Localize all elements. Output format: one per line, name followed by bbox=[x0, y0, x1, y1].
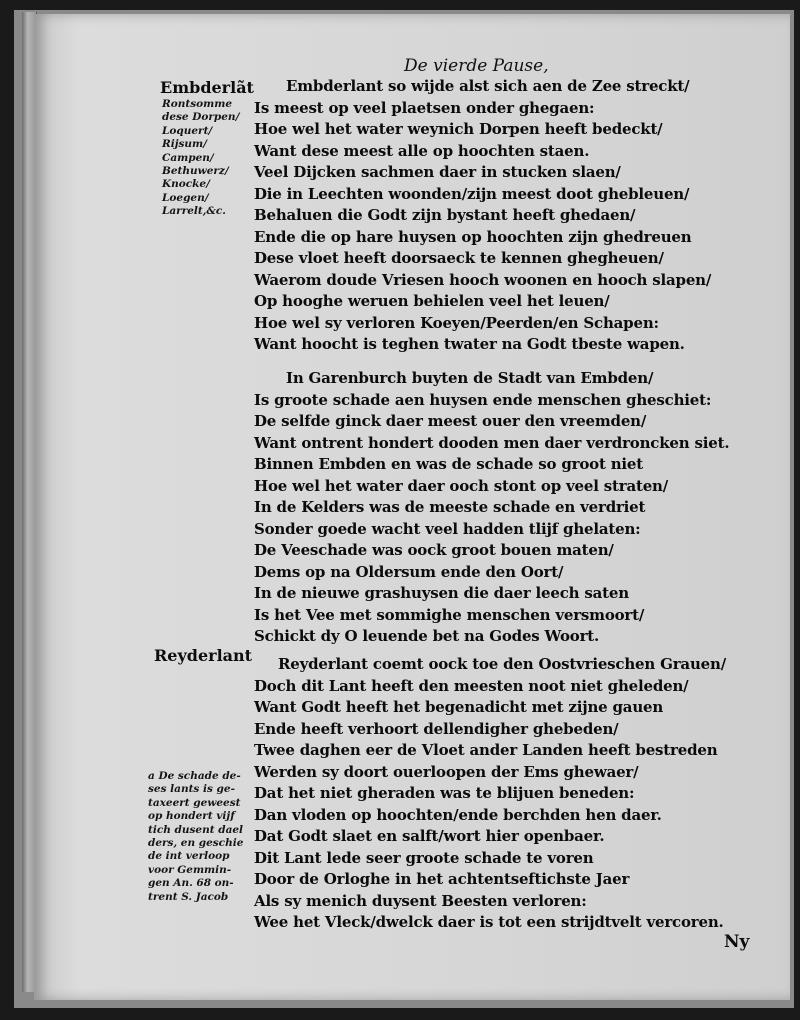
stanza-1 bbox=[254, 76, 711, 356]
catchword: Ny bbox=[724, 932, 750, 952]
verse-line: Binnen Embden en was de schade so groot niet bbox=[254, 455, 643, 473]
verse-line: Hoe wel het water weynich Dorpen heeft bedeckt/ bbox=[254, 120, 663, 138]
verse-line: Hoe wel sy verloren Koeyen/Peerden/en Schapen: bbox=[254, 313, 659, 332]
verse-line: Want hoocht is teghen twater na Godt tbeste wapen. bbox=[254, 335, 685, 353]
verse-line: Dit Lant lede seer groote schade te voren bbox=[254, 848, 594, 867]
verse-line: In de nieuwe grashuysen die daer leech saten bbox=[254, 584, 629, 602]
verse-line: Reyderlant coemt oock toe den Oostvrieschen Grauen/ bbox=[278, 655, 726, 673]
margin-line: gen An. 68 on- bbox=[148, 877, 234, 890]
margin-line: Loquert/ bbox=[162, 124, 213, 137]
margin-line: Campen/ bbox=[162, 151, 214, 164]
verse-line: Als sy menich duysent Beesten verloren: bbox=[254, 891, 587, 910]
verse-line: Schickt dy O leuende bet na Godes Woort. bbox=[254, 627, 600, 645]
margin-line: trent S. Jacob bbox=[148, 890, 229, 903]
margin-title-reyderlant: Reyderlant bbox=[154, 646, 253, 665]
verse-line: Want Godt heeft het begenadicht met zijne gauen bbox=[254, 698, 664, 716]
verse-line: Doch dit Lant heeft den meesten noot niet gheleden/ bbox=[254, 676, 689, 695]
verse-line: Sonder goede wacht veel hadden tlijf ghelaten: bbox=[254, 519, 641, 538]
verse-line: Dese vloet heeft doorsaeck te kennen ghegheuen/ bbox=[254, 249, 664, 267]
margin-line: ders, en geschie bbox=[148, 837, 244, 850]
verse-line: Dan vloden op hoochten/ende berchden hen daer. bbox=[254, 805, 662, 824]
verse-line: Want dese meest alle op hoochten staen. bbox=[254, 141, 590, 160]
margin-line: ses lants is ge- bbox=[148, 783, 235, 796]
verse-line: Op hooghe weruen behielen veel het leuen/ bbox=[254, 292, 610, 310]
verse-line: Embderlant so wijde alst sich aen de Zee streckt/ bbox=[286, 77, 690, 95]
verse-line: In Garenburch buyten de Stadt van Embden/ bbox=[286, 369, 654, 387]
verse-line: Dat Godt slaet en salft/wort hier openbaer. bbox=[254, 827, 605, 845]
margin-line: tich dusent dael bbox=[148, 823, 244, 836]
verse-line: Dat het niet gheraden was te blijuen beneden: bbox=[254, 784, 635, 802]
stanza-2 bbox=[254, 368, 729, 648]
verse-line: Want ontrent hondert dooden men daer verdroncken siet. bbox=[254, 433, 730, 452]
margin-line: voor Gemmin- bbox=[148, 863, 232, 876]
margin-line: Rijsum/ bbox=[162, 138, 208, 151]
margin-note-damage bbox=[148, 770, 243, 904]
margin-line: op hondert vijf bbox=[148, 810, 235, 823]
verse-line: In de Kelders was de meeste schade en verdriet bbox=[254, 498, 646, 516]
verse-line: Dems op na Oldersum ende den Oort/ bbox=[254, 562, 564, 581]
verse-line: Veel Dijcken sachmen daer in stucken slaen/ bbox=[254, 163, 621, 181]
verse-line: Hoe wel het water daer ooch stont op veel straten/ bbox=[254, 476, 669, 495]
margin-line: taxeert geweest bbox=[148, 796, 241, 809]
verse-line: Ende die op hare huysen op hoochten zijn ghedreuen bbox=[254, 227, 692, 246]
verse-line: De selfde ginck daer meest ouer den vreemden/ bbox=[254, 412, 647, 430]
verse-line: Waerom doude Vriesen hooch woonen en hooch slapen/ bbox=[254, 270, 712, 289]
margin-line: Knocke/ bbox=[162, 178, 210, 191]
margin-line: Larrelt,&c. bbox=[162, 205, 226, 218]
verse-line: Die in Leechten woonden/zijn meest doot ghebleuen/ bbox=[254, 184, 690, 203]
margin-line: de int verloop bbox=[148, 850, 230, 863]
margin-line: Rontsomme bbox=[162, 98, 233, 110]
margin-line: Bethuwerz/ bbox=[162, 165, 229, 178]
margin-line: Loegen/ bbox=[162, 191, 209, 204]
verse-line: Door de Orloghe in het achtentseftichste Jaer bbox=[254, 870, 630, 888]
verse-line: Is het Vee met sommighe menschen versmoort/ bbox=[254, 605, 645, 624]
verse-line: Ende heeft verhoort dellendigher ghebeden/ bbox=[254, 719, 619, 738]
margin-note-villages bbox=[162, 98, 239, 219]
running-head: De vierde Pause, bbox=[404, 56, 549, 76]
verse-line: Twee daghen eer de Vloet ander Landen heeft bestreden bbox=[254, 741, 718, 759]
verse-line: Is groote schade aen huysen ende menschen gheschiet: bbox=[254, 390, 712, 409]
margin-title-embderlant: Embderlãt bbox=[160, 78, 254, 97]
verse-line: Is meest op veel plaetsen onder ghegaen: bbox=[254, 98, 595, 117]
margin-line: a De schade de- bbox=[148, 770, 241, 782]
verse-line: Werden sy doort ouerloopen der Ems ghewaer/ bbox=[254, 762, 639, 781]
verse-line: Behaluen die Godt zijn bystant heeft ghedaen/ bbox=[254, 206, 636, 224]
stanza-3 bbox=[254, 654, 726, 934]
margin-line: dese Dorpen/ bbox=[162, 111, 240, 124]
verse-line: De Veeschade was oock groot bouen maten/ bbox=[254, 541, 614, 559]
verse-line: Wee het Vleck/dwelck daer is tot een strijdtvelt vercoren. bbox=[254, 913, 724, 931]
